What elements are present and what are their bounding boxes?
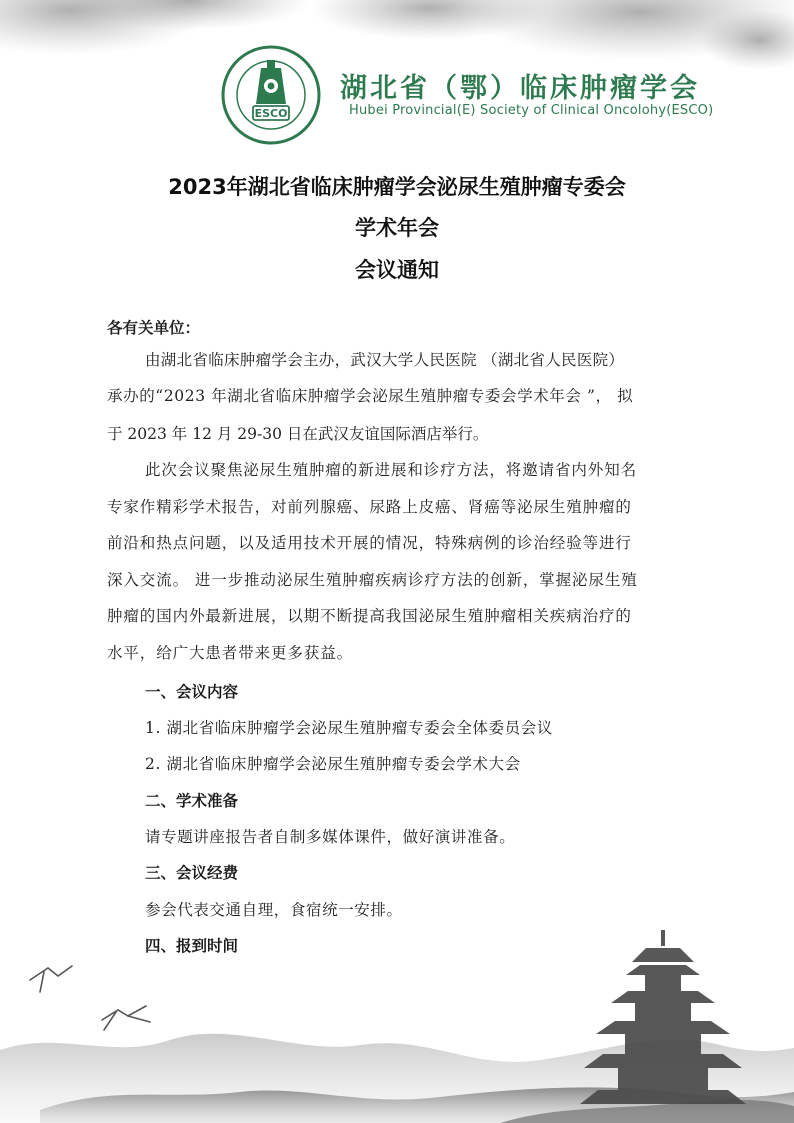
paragraph2-line: 深入交流。 进一步推动泌尿生殖肿瘤疾病诊疗方法的创新，掌握泌尿生殖 <box>107 571 638 589</box>
paragraph2-line: 水平，给广大患者带来更多获益。 <box>107 644 354 662</box>
notice-title-line3: 会议通知 <box>355 258 439 282</box>
section-heading-meeting-fees: 三、会议经费 <box>145 864 239 882</box>
notice-title-line1: 2023年湖北省临床肿瘤学会泌尿生殖肿瘤专委会 <box>168 175 626 199</box>
society-logo <box>220 44 322 146</box>
logo-text: ESCO <box>254 107 288 120</box>
meeting-content-item: 2. 湖北省临床肿瘤学会泌尿生殖肿瘤专委会学术大会 <box>145 755 521 773</box>
salutation: 各有关单位： <box>107 319 201 337</box>
org-name-en: Hubei Provincial(E) Society of Clinical Oncolohy(ESCO) <box>349 103 714 118</box>
paragraph2-line: 肿瘤的国内外最新进展，以期不断提高我国泌尿生殖肿瘤相关疾病治疗的 <box>107 607 632 625</box>
bottom-mountains <box>0 1034 794 1123</box>
org-name-cn: 湖北省（鄂）临床肿瘤学会 <box>340 73 700 104</box>
academic-prep-text: 请专题讲座报告者自制多媒体课件，做好演讲准备。 <box>145 828 516 846</box>
meeting-content-item: 1. 湖北省临床肿瘤学会泌尿生殖肿瘤专委会全体委员会议 <box>145 719 553 737</box>
paragraph1-line: 由湖北省临床肿瘤学会主办，武汉大学人民医院 （湖北省人民医院） <box>145 351 625 369</box>
pagoda-illustration <box>580 930 746 1104</box>
section-heading-meeting-content: 一、会议内容 <box>145 683 239 701</box>
section-heading-registration-time: 四、报到时间 <box>145 937 239 955</box>
meeting-fees-text: 参会代表交通自理，食宿统一安排。 <box>145 901 403 919</box>
section-heading-academic-prep: 二、学术准备 <box>145 792 239 810</box>
paragraph1-line: 于 2023 年 12 月 29-30 日在武汉友谊国际酒店举行。 <box>107 425 489 443</box>
paragraph2-line: 前沿和热点问题，以及适用技术开展的情况，特殊病例的诊治经验等进行 <box>107 534 632 552</box>
paragraph2-line: 此次会议聚焦泌尿生殖肿瘤的新进展和诊疗方法，将邀请省内外知名 <box>145 461 638 479</box>
crane-birds <box>30 966 150 1030</box>
paragraph1-line: 承办的“2023 年湖北省临床肿瘤学会泌尿生殖肿瘤专委会学术年会 ”， 拟 <box>107 387 634 405</box>
top-ink-clouds <box>0 0 794 70</box>
paragraph2-line: 专家作精彩学术报告，对前列腺癌、尿路上皮癌、肾癌等泌尿生殖肿瘤的 <box>107 498 632 516</box>
notice-title-line2: 学术年会 <box>355 216 439 240</box>
